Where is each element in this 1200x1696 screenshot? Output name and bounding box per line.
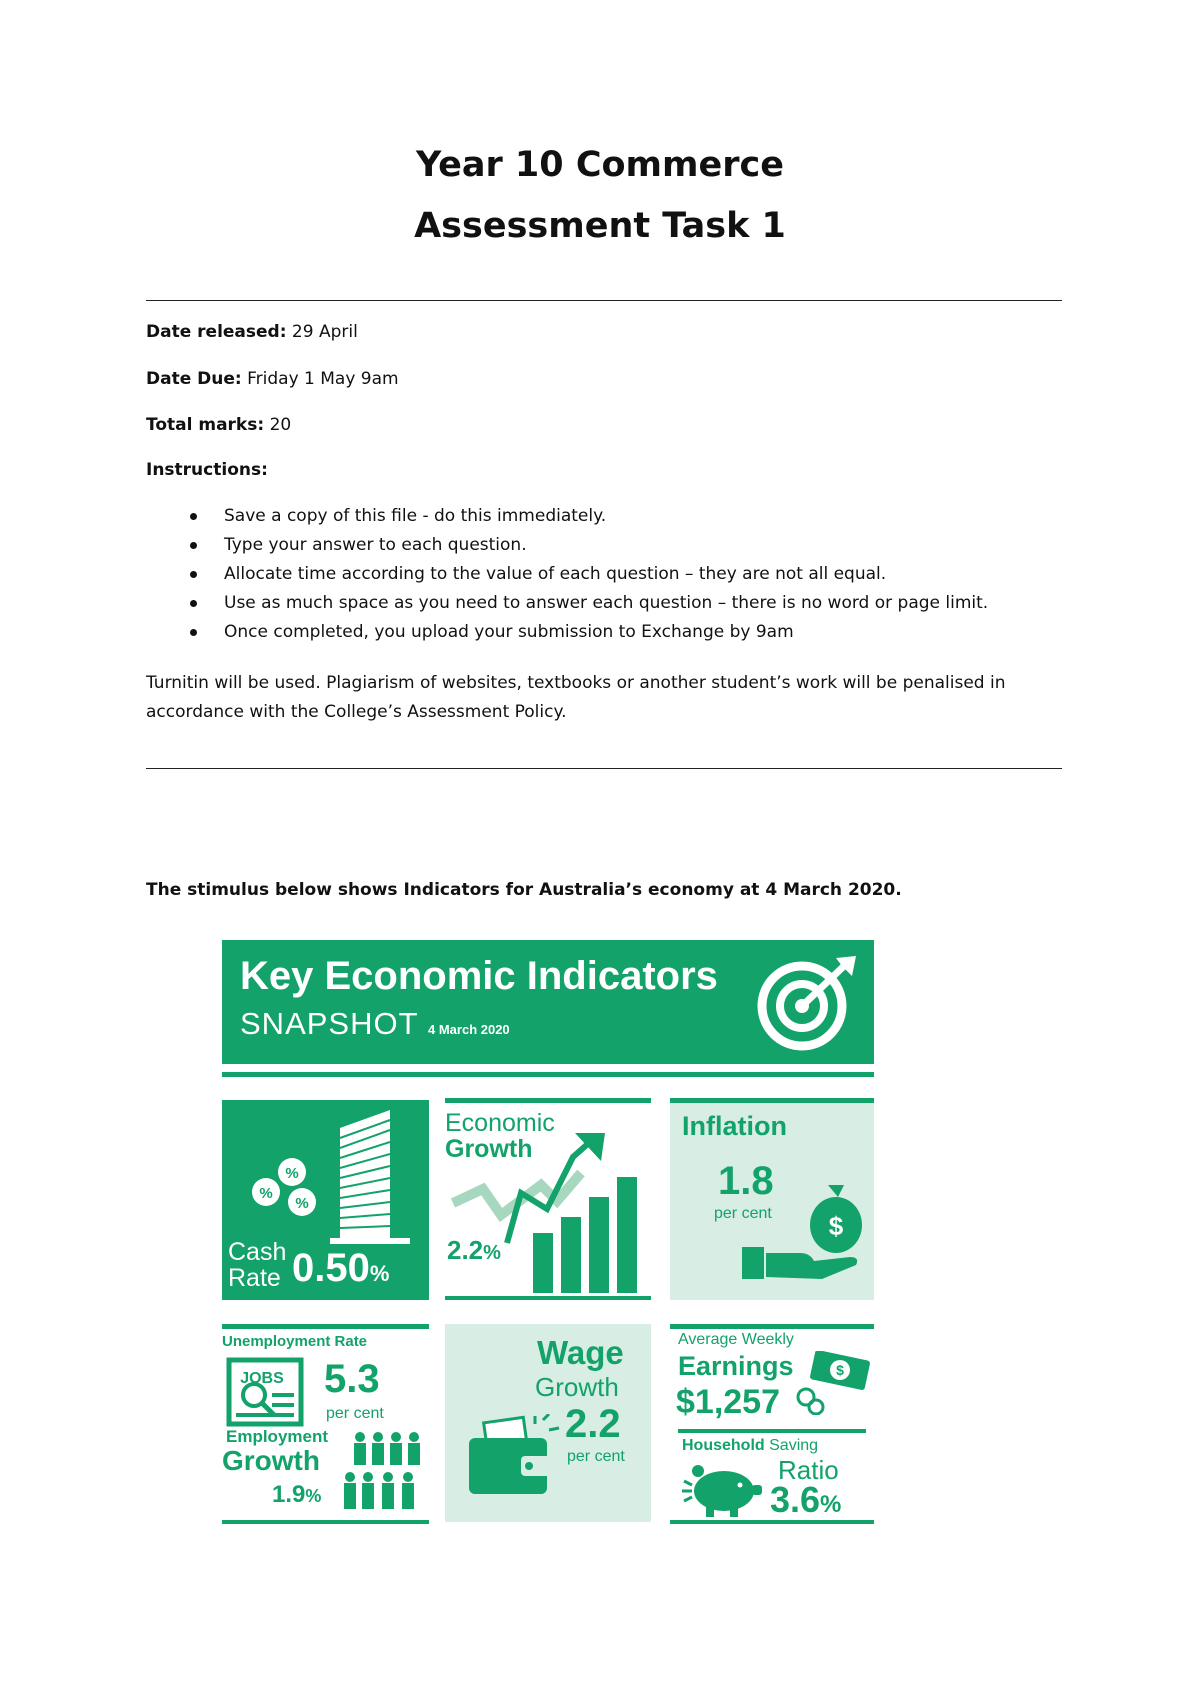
list-item: Save a copy of this file - do this immediately.	[190, 506, 988, 535]
cash-rate-number: 0.50	[292, 1246, 370, 1290]
employment-growth-number: 1.9	[272, 1481, 306, 1508]
earnings-value: $1,257	[676, 1383, 780, 1421]
svg-text:%: %	[259, 1185, 273, 1202]
employment-growth-label-1: Employment	[226, 1427, 329, 1446]
piggy-bank-icon	[678, 1461, 768, 1519]
total-marks	[146, 415, 291, 435]
percent-bubbles-icon	[248, 1156, 328, 1226]
cash-rate-label-2: Rate	[228, 1264, 281, 1292]
date-released-value: 29 April	[291, 322, 358, 342]
top-divider	[146, 300, 1062, 301]
economic-growth-panel	[445, 1103, 651, 1295]
wage-growth-label-2: Growth	[535, 1372, 619, 1402]
earnings-label-2: Earnings	[678, 1351, 794, 1381]
unemployment-panel	[222, 1329, 429, 1519]
saving-label-1	[682, 1437, 818, 1455]
earnings-label-1: Average Weekly	[678, 1331, 794, 1348]
earnings-divider	[678, 1429, 866, 1433]
list-item: Use as much space as you need to answer each question – there is no word or page limit.	[190, 593, 988, 622]
cash-coins-icon	[792, 1351, 872, 1415]
unemployment-unit: per cent	[326, 1405, 384, 1422]
infographic-title: Key Economic Indicators	[240, 954, 718, 998]
people-icon	[340, 1431, 424, 1513]
bottom-divider	[146, 768, 1062, 769]
unemployment-bottomline	[222, 1520, 429, 1524]
inflation-value: 1.8	[718, 1159, 774, 1203]
date-released-label: Date released:	[146, 322, 287, 342]
employment-growth-label-2: Growth	[222, 1445, 320, 1476]
instructions-heading	[146, 460, 268, 480]
wage-growth-value: 2.2	[565, 1402, 621, 1446]
list-item: Allocate time according to the value of each question – they are not all equal.	[190, 564, 988, 593]
svg-text:%: %	[285, 1165, 299, 1182]
title-line-1: Year 10 Commerce	[416, 145, 784, 185]
svg-text:$: $	[828, 1211, 844, 1241]
cash-rate-unit: %	[369, 1261, 390, 1286]
target-icon	[752, 952, 862, 1052]
economic-growth-number: 2.2	[447, 1235, 484, 1265]
banner-underline	[222, 1072, 874, 1077]
inflation-label: Inflation	[682, 1111, 787, 1141]
unemployment-value: 5.3	[324, 1357, 380, 1401]
jobs-text: JOBS	[240, 1370, 284, 1387]
saving-label-2: Ratio	[778, 1455, 839, 1485]
employment-growth-value	[272, 1481, 321, 1509]
svg-text:$: $	[836, 1362, 844, 1378]
infographic-subtitle: SNAPSHOT	[240, 1006, 419, 1041]
building-icon	[330, 1108, 410, 1248]
inflation-unit: per cent	[714, 1205, 772, 1222]
date-due-value: Friday 1 May 9am	[247, 369, 399, 389]
instructions-list	[190, 506, 988, 651]
title-line-2: Assessment Task 1	[414, 206, 786, 246]
saving-label-rest: Saving	[769, 1437, 819, 1454]
economic-growth-label-2: Growth	[445, 1135, 533, 1163]
date-due-label: Date Due:	[146, 369, 242, 389]
turnitin-paragraph: Turnitin will be used. Plagiarism of websites, textbooks or another student’s work will be penalised in accordance with the College’s Assessment Policy.	[146, 673, 1006, 722]
infographic-banner	[222, 940, 874, 1064]
earnings-bottomline	[670, 1520, 874, 1524]
economic-growth-bottomline	[445, 1296, 651, 1300]
svg-text:%: %	[295, 1195, 309, 1212]
list-item: Once completed, you upload your submission to Exchange by 9am	[190, 622, 988, 651]
date-released	[146, 322, 358, 342]
key-economic-indicators-infographic	[222, 940, 874, 1526]
economic-growth-value	[447, 1235, 501, 1266]
cash-rate-label-1: Cash	[228, 1238, 287, 1266]
date-due	[146, 369, 399, 389]
infographic-date: 4 March 2020	[428, 1022, 510, 1037]
wage-growth-unit: per cent	[567, 1448, 625, 1465]
instructions-label: Instructions:	[146, 460, 268, 480]
wage-growth-label-1: Wage	[537, 1334, 624, 1371]
employment-growth-unit: %	[305, 1486, 322, 1506]
cash-rate-panel	[222, 1100, 429, 1300]
saving-value	[770, 1479, 841, 1519]
wage-growth-panel	[445, 1324, 651, 1522]
jobs-newspaper-icon	[226, 1357, 310, 1429]
list-item: Type your answer to each question.	[190, 535, 988, 564]
growth-chart-icon	[445, 1133, 651, 1293]
saving-unit: %	[820, 1491, 842, 1518]
economic-growth-label-1: Economic	[445, 1109, 555, 1137]
inflation-panel	[670, 1103, 874, 1300]
saving-number: 3.6	[770, 1479, 821, 1519]
money-bag-hand-icon	[740, 1173, 870, 1283]
total-marks-label: Total marks:	[146, 415, 265, 435]
earnings-panel	[670, 1329, 874, 1519]
saving-label-bold: Household	[682, 1437, 765, 1454]
stimulus-intro: The stimulus below shows Indicators for Australia’s economy at 4 March 2020.	[146, 880, 902, 900]
total-marks-value: 20	[269, 415, 292, 435]
cash-rate-value	[292, 1246, 389, 1291]
economic-growth-unit: %	[483, 1242, 501, 1264]
wallet-icon	[465, 1414, 561, 1498]
unemployment-label: Unemployment Rate	[222, 1333, 368, 1350]
